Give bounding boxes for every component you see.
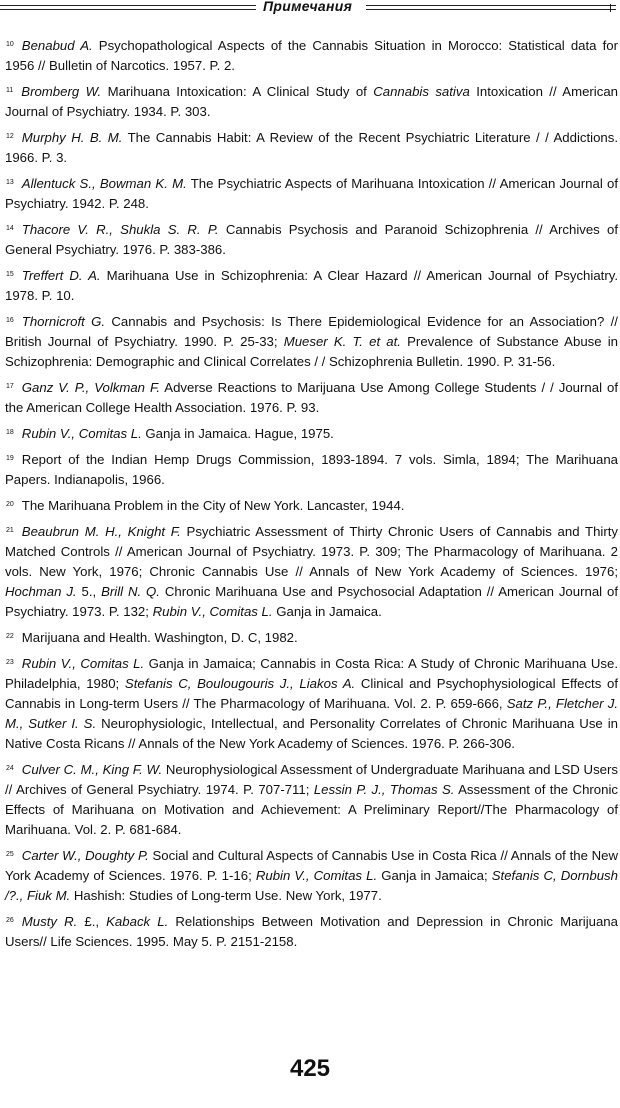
- endnote-text: Clinical and Psychophysiological Effects of Cannabis in Long-term Users // The Pharmacology of Marihuana. Vol. 2. P. 659-666,: [5, 676, 618, 711]
- endnote-text: Ganja in Jamaica; Cannabis in Costa Rica: A Study of Chronic Marihuana Use. Philadelphia, 1980;: [5, 656, 618, 691]
- endnote-author-or-title: Cannabis sativa: [373, 84, 470, 99]
- endnote-text: 5.,: [76, 584, 102, 599]
- endnote-author-or-title: Thornicroft G.: [21, 314, 106, 329]
- endnote: [5, 760, 618, 840]
- endnote-text: Psychopathological Aspects of the Cannabis Situation in Morocco: Statistical data for 1956 // Bulletin of Narcotics. 1957. P. 2.: [5, 38, 618, 73]
- endnote-text: Neurophysiological Assessment of Undergraduate Marihuana and LSD Users // Archives of General Psychiatry. 1974. P. 707-711;: [5, 762, 618, 797]
- page-number: 425: [289, 1055, 331, 1082]
- endnote-author-or-title: Murphy H. B. M.: [21, 130, 123, 145]
- endnote-author-or-title: Rubin V., Comitas L.: [21, 656, 145, 671]
- endnote-text: Social and Cultural Aspects of Cannabis Use in Costa Rica // Annals of the New York Academy of Sciences. 1976. P. 1-16;: [5, 848, 618, 883]
- endnote-number: 24: [6, 765, 14, 772]
- endnote-number: 15: [6, 271, 14, 278]
- endnote: [5, 654, 618, 754]
- endnote-number: 10: [6, 41, 14, 48]
- running-header: [0, 0, 620, 20]
- endnote-author-or-title: Satz P., Fletcher J. M., Sutker I. S.: [5, 696, 618, 731]
- endnote-text: Adverse Reactions to Marijuana Use Among College Students / / Journal of the American College Health Association. 1976. P. 93.: [5, 380, 618, 415]
- endnote-number: 21: [6, 527, 14, 534]
- endnote-author-or-title: Mueser K. T. et at.: [283, 334, 401, 349]
- endnote-text: Ganja in Jamaica;: [377, 868, 492, 883]
- endnote-author-or-title: Lessin P. J., Thomas S.: [313, 782, 455, 797]
- endnote-text: Cannabis and Psychosis: Is There Epidemiological Evidence for an Association? // British Journal of Psychiatry. 1990. P. 25-33;: [5, 314, 618, 349]
- endnote-author-or-title: Hochman J.: [5, 584, 77, 599]
- endnote-text: Relationships Between Motivation and Depression in Chronic Marijuana Users// Life Sciences. 1995. May 5. P. 2151-2158.: [5, 914, 618, 949]
- endnote-text: Report of the Indian Hemp Drugs Commission, 1893-1894. 7 vols. Simla, 1894; The Marihuana Papers. Indianapolis, 1966.: [5, 452, 618, 487]
- endnote: [5, 36, 618, 76]
- endnote-author-or-title: Kaback L.: [106, 914, 169, 929]
- endnote-text: Ganja in Jamaica.: [272, 604, 382, 619]
- endnote: [5, 496, 618, 516]
- endnote-text: Psychiatric Assessment of Thirty Chronic Users of Cannabis and Thirty Matched Controls // American Journal of Psychiatry. 1973. P. 309; The Pharmacology of Marihuana. 2 vols. New York, 1976; Chronic Cannabis Use // Annals of New York Academy of Sciences. 1976;: [5, 524, 618, 579]
- endnote-text: £.,: [77, 914, 107, 929]
- endnote: [5, 220, 618, 260]
- endnote-author-or-title: Allentuck S., Bowman K. M.: [21, 176, 187, 191]
- endnote-text: The Cannabis Habit: A Review of the Recent Psychiatric Literature / / Addictions. 1966. P. 3.: [5, 130, 618, 165]
- endnote-author-or-title: Treffert D. A.: [21, 268, 101, 283]
- endnote-text: Cannabis Psychosis and Paranoid Schizophrenia // Archives of General Psychiatry. 1976. P. 383-386.: [5, 222, 618, 257]
- endnote-number: 23: [6, 659, 14, 666]
- endnote-author-or-title: Stefanis C, Boulougouris J., Liakos A.: [124, 676, 356, 691]
- endnote: [5, 522, 618, 622]
- endnote-author-or-title: Stefanis C, Dornbush /?., Fiuk M.: [5, 868, 618, 903]
- endnote-number: 14: [6, 225, 14, 232]
- endnote-author-or-title: Rubin V., Comitas L.: [152, 604, 273, 619]
- endnote: [5, 174, 618, 214]
- endnote: [5, 846, 618, 906]
- header-rule-right-double: [366, 9, 616, 10]
- endnote-author-or-title: Bromberg W.: [21, 84, 102, 99]
- endnote-text: Ganja in Jamaica. Hague, 1975.: [141, 426, 334, 441]
- endnote-number: 11: [6, 87, 14, 94]
- endnote-number: 17: [6, 383, 14, 390]
- endnote-text: Marihuana Use in Schizophrenia: A Clear Hazard // American Journal of Psychiatry. 1978. P. 10.: [5, 268, 618, 303]
- endnote-author-or-title: Musty R.: [21, 914, 78, 929]
- endnote-author-or-title: Rubin V., Comitas L.: [255, 868, 378, 883]
- endnote-author-or-title: Ganz V. P., Volkman F.: [21, 380, 161, 395]
- endnote-text: Neurophysiologic, Intellectual, and Personality Correlates of Chronic Marihuana Use in Native Costa Ricans // Annals of the New York Academy of Sciences. 1976. P. 266-306.: [5, 716, 618, 751]
- header-rule-left: [0, 5, 256, 6]
- endnote: [5, 312, 618, 372]
- endnote: [5, 628, 618, 648]
- endnote: [5, 378, 618, 418]
- endnote: [5, 424, 618, 444]
- endnote-number: 12: [6, 133, 14, 140]
- endnote-number: 25: [6, 851, 14, 858]
- endnote: [5, 82, 618, 122]
- endnote: [5, 266, 618, 306]
- endnote-author-or-title: Carter W., Doughty P.: [21, 848, 149, 863]
- endnote-author-or-title: Culver C. M., King F. W.: [21, 762, 163, 777]
- endnote-number: 19: [6, 455, 14, 462]
- endnote-text: The Psychiatric Aspects of Marihuana Intoxication // American Journal of Psychiatry. 1942. P. 248.: [5, 176, 618, 211]
- endnote-author-or-title: Brill N. Q.: [101, 584, 160, 599]
- endnote-text: Hashish: Studies of Long-term Use. New York, 1977.: [70, 888, 382, 903]
- endnote-author-or-title: Benabud A.: [21, 38, 93, 53]
- endnote-text: Intoxication // American Journal of Psychiatry. 1934. P. 303.: [5, 84, 618, 119]
- endnote-author-or-title: Thacore V. R., Shukla S. R. P.: [21, 222, 219, 237]
- endnote-author-or-title: Rubin V., Comitas L.: [21, 426, 142, 441]
- endnote-number: 22: [6, 633, 14, 640]
- endnote-author-or-title: Beaubrun M. H., Knight F.: [21, 524, 181, 539]
- endnote-text: Marihuana Intoxication: A Clinical Study of: [101, 84, 374, 99]
- endnotes-list: [5, 36, 618, 958]
- endnote: [5, 912, 618, 952]
- endnote-number: 13: [6, 179, 14, 186]
- header-rule-left-double: [0, 9, 256, 10]
- endnote-text: Assessment of the Chronic Effects of Marihuana on Motivation and Achievement: A Preliminary Report//The Pharmacology of Marihuana. Vol. 2. P. 681-684.: [5, 782, 618, 837]
- running-header-title: Примечания: [263, 0, 353, 14]
- header-rule-right: [366, 5, 616, 6]
- endnote: [5, 450, 618, 490]
- endnote-text: The Marihuana Problem in the City of New York. Lancaster, 1944.: [21, 498, 405, 513]
- endnote-number: 26: [6, 917, 14, 924]
- endnote-number: 16: [6, 317, 14, 324]
- endnote-number: 20: [6, 501, 14, 508]
- endnote-text: Prevalence of Substance Abuse in Schizophrenia: Demographic and Clinical Correlates / / Schizophrenia Bulletin. 1990. P. 31-56.: [5, 334, 619, 369]
- endnote-text: Marijuana and Health. Washington, D. C, 1982.: [21, 630, 298, 645]
- header-rule-tick: [610, 4, 617, 12]
- endnote-text: Chronic Marihuana Use and Psychosocial Adaptation // American Journal of Psychiatry. 1973. P. 132;: [5, 584, 618, 619]
- endnote: [5, 128, 618, 168]
- endnote-number: 18: [6, 429, 14, 436]
